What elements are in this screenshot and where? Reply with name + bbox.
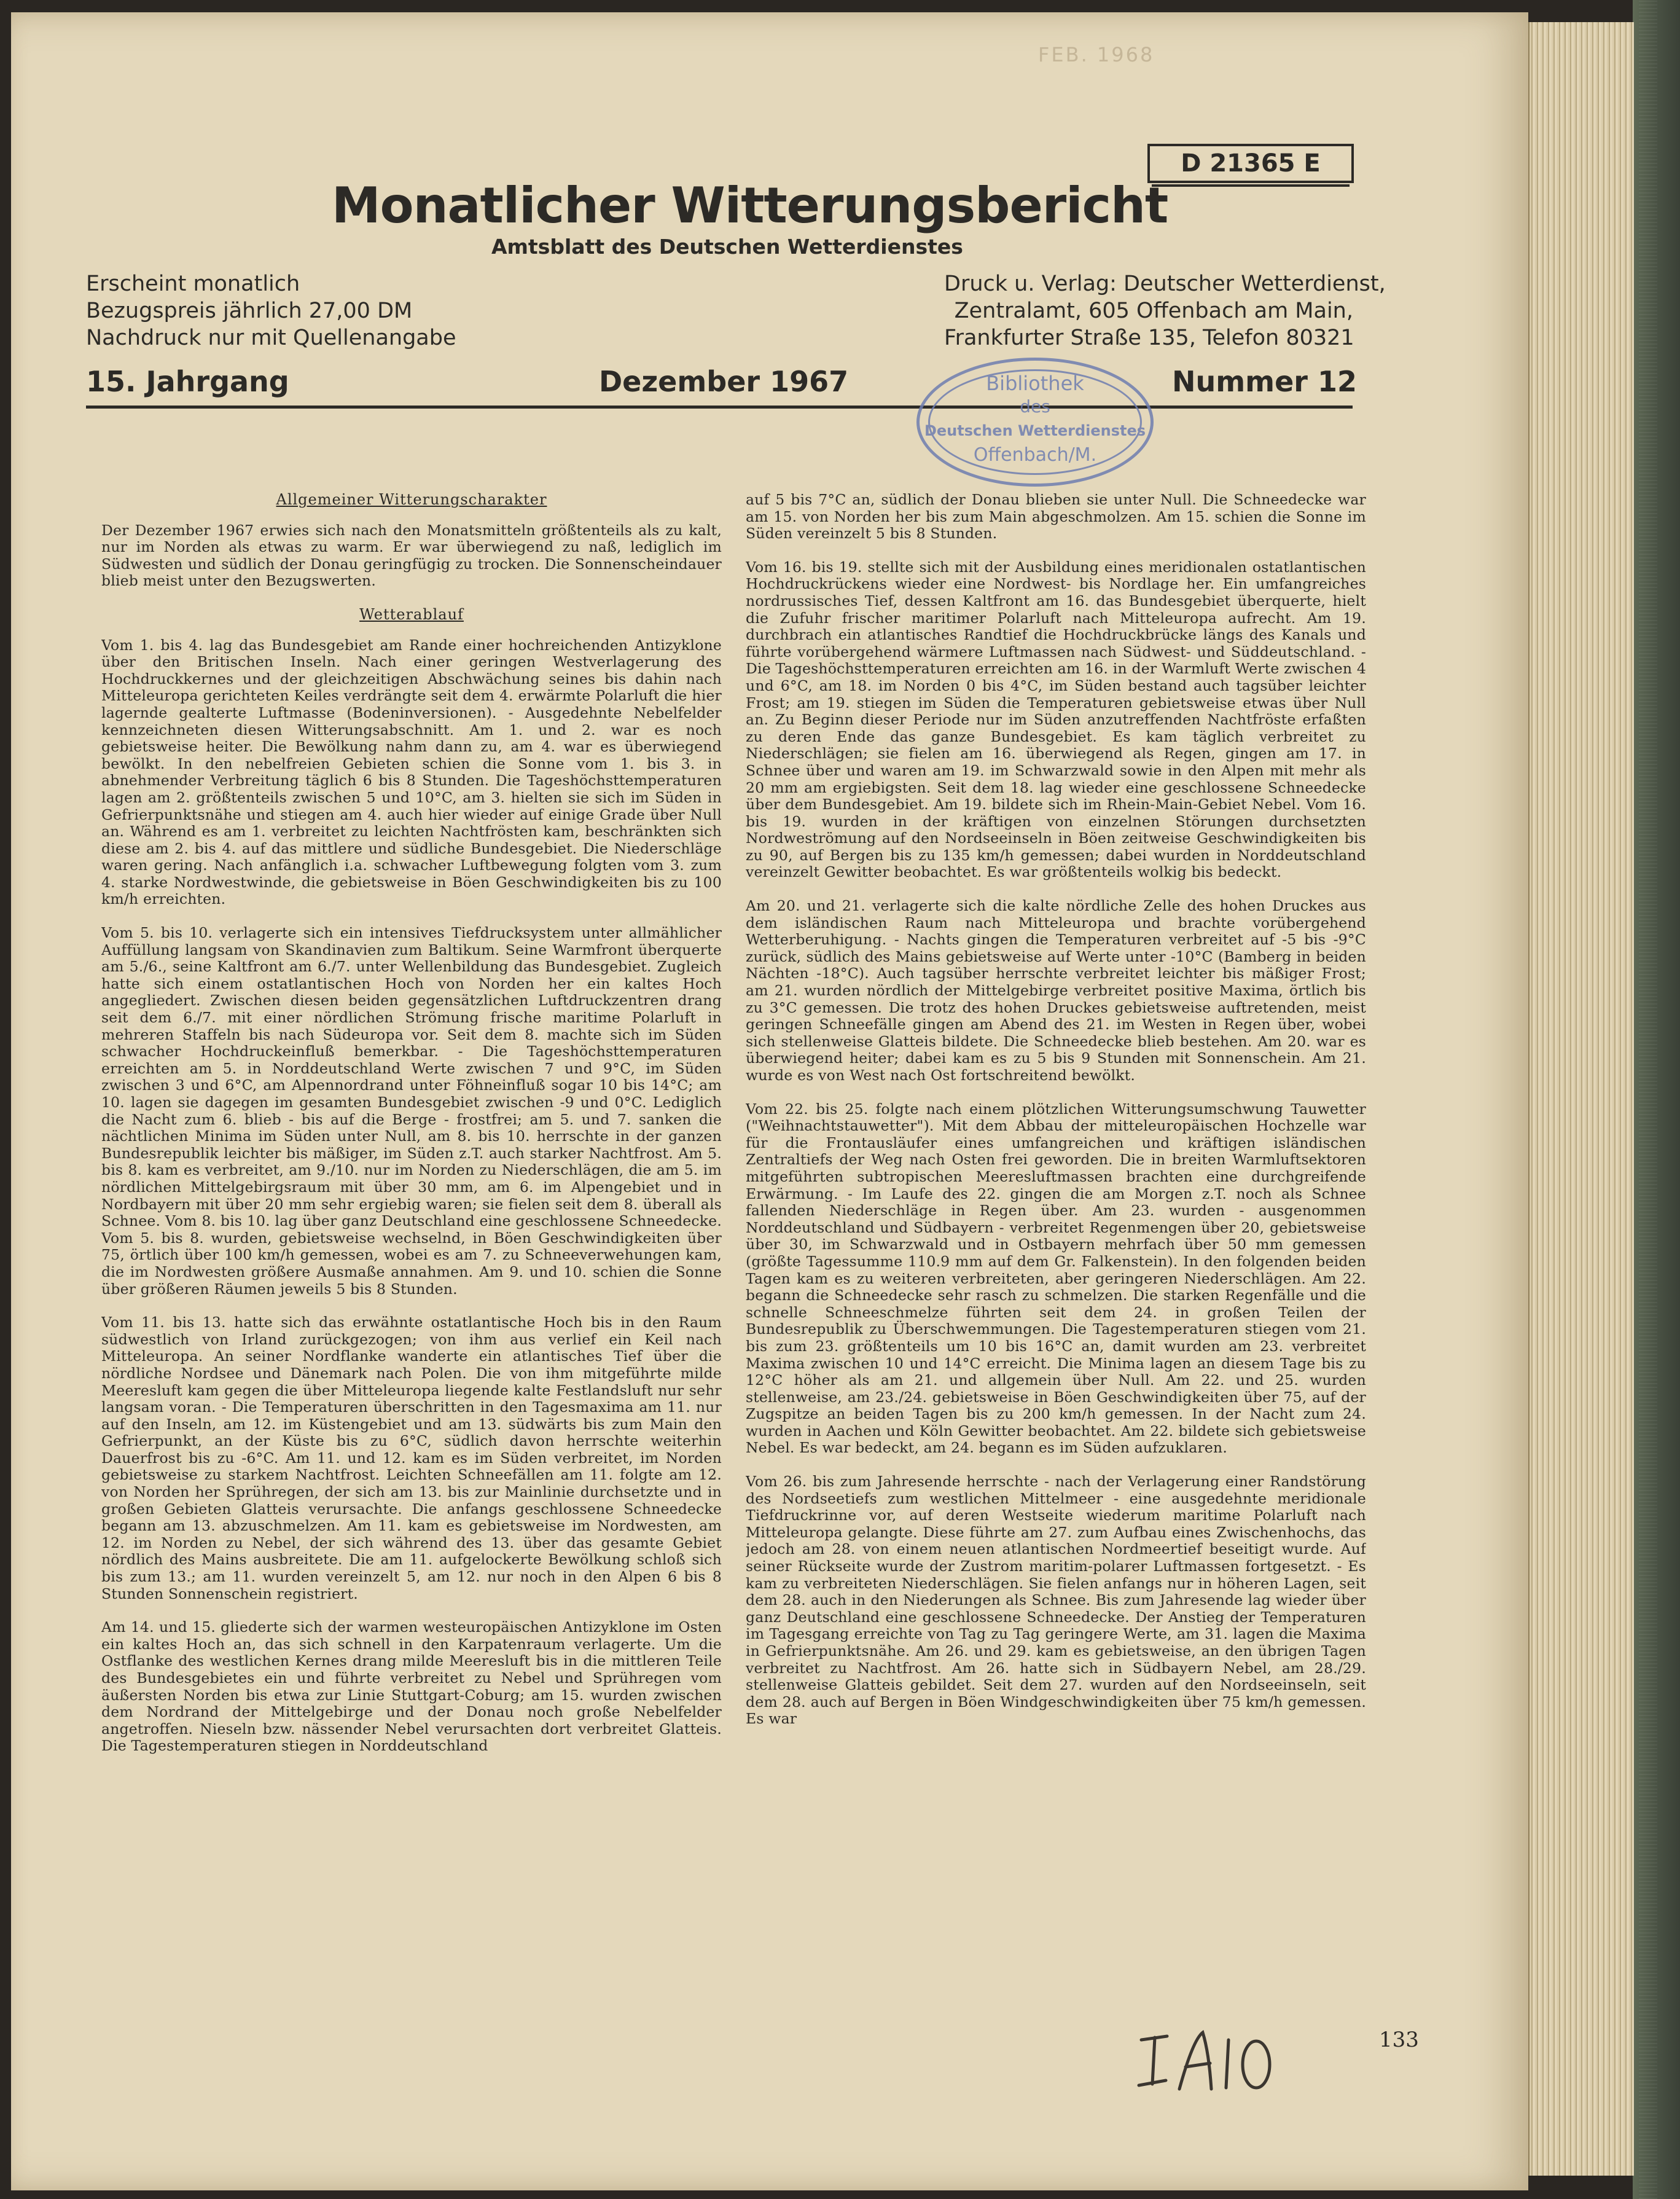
text-column-left — [101, 492, 722, 2138]
library-stamp — [916, 358, 1154, 487]
header-rule — [86, 406, 1353, 409]
stamp-line: Bibliothek — [986, 372, 1084, 395]
paragraph: Vom 22. bis 25. folgte nach einem plötzlichen Witterungsumschwung Tauwetter ("Weihnachtstauwetter"). Mit dem Abbau der mitteleuropäischen Hochzelle war für die Frontausläufer eines umfangreichen und kräftigen isländischen Zentraltiefs der Weg nach Osten frei geworden. Die in breiten Warmluftsektoren mitgeführten subtropischen Meeresluftmassen brachten eine durchgreifende Erwärmung. - Im Laufe des 22. gingen die am Morgen z.T. noch als Schnee fallenden Niederschläge in Regen über. Am 23. wurden - ausgenommen Norddeutschland und Südbayern - verbreitet Regenmengen über 20, gebietsweise über 30, im Schwarzwald und in Ostbayern mehrfach über 50 mm gemessen (größte Tagessumme 110.9 mm auf dem Gr. Falkenstein). In den folgenden beiden Tagen kam es zu weiteren verbreiteten, aber geringeren Niederschlägen. Am 22. begann die Schneedecke sehr rasch zu schmelzen. Die starken Regenfälle und die schnelle Schneeschmelze führten seit dem 24. in großen Teilen der Bundesrepublik zu Überschwemmungen. Die Tagestemperaturen stiegen vom 21. bis zum 23. größtenteils um 10 bis 16°C an, damit wurden am 23. verbreitet Maxima zwischen 10 und 14°C erreicht. Die Minima lagen an diesem Tage bis zu 12°C höher als am 21. und allgemein über Null. Am 22. und 25. wurden stellenweise, am 23./24. gebietsweise in Böen Geschwindigkeiten über 75, auf der Zugspitze an beiden Tagen bis zu 200 km/h gemessen. In der Nacht zum 24. wurden in Aachen und Köln Gewitter beobachtet. Am 22. bildete sich gebietsweise Nebel. Es war bedeckt, am 24. begann es im Süden aufzuklaren. — [746, 1100, 1366, 1457]
stamp-line: Offenbach/M. — [973, 444, 1097, 466]
paragraph: Am 20. und 21. verlagerte sich die kalte nördliche Zelle des hohen Druckes aus dem isländischen Raum nach Mitteleuropa und brachte vorübergehend Wetterberuhigung. - Nachts gingen die Temperaturen verbreitet auf -5 bis -9°C zurück, südlich des Mains gebietsweise auf Werte unter -10°C (Bamberg in beiden Nächten -18°C). Auch tagsüber herrschte verbreitet leichter bis mäßiger Frost; am 21. wurden nördlich der Mittelgebirge verbreitet positive Maxima, örtlich bis zu 3°C gemessen. Die trotz des hohen Druckes gebietsweise auftretenden, meist geringen Schneefälle gingen am Abend des 21. im Westen in Regen über, wobei sich stellenweise Glatteis bildete. Die Schneedecke blieb bestehen. Am 20. war es überwiegend heiter; dabei kam es zu 5 bis 9 Stunden mit Sonnenschein. Am 21. wurde es von West nach Ost fortschreitend bewölkt. — [746, 897, 1366, 1084]
page-stack-edge — [1528, 22, 1634, 2176]
faint-date-stamp: FEB. 1968 — [1038, 43, 1155, 66]
stamp-line: des — [1020, 396, 1050, 417]
info-line: Nachdruck nur mit Quellenangabe — [86, 326, 456, 350]
paragraph: auf 5 bis 7°C an, südlich der Donau blieben sie unter Null. Die Schneedecke war am 15. von Norden her bis zum Main abgeschmolzen. Am 15. schien die Sonne im Süden vereinzelt 5 bis 8 Stunden. — [746, 492, 1366, 543]
paragraph: Vom 5. bis 10. verlagerte sich ein intensives Tiefdrucksystem unter allmählicher Auffüllung langsam von Skandinavien zum Baltikum. Seine Warmfront überquerte am 5./6., seine Kaltfront am 6./7. unter Wellenbildung das Bundesgebiet. Zugleich hatte sich einem ostatlantischen Hoch von Norden her ein kaltes Hoch angegliedert. Zwischen diesen beiden gegensätzlichen Luftdruckzentren drang seit dem 6./7. mit einer nördlichen Strömung frische maritime Polarluft in mehreren Staffeln bis nach Südeuropa vor. Seit dem 8. machte sich im Süden schwacher Hochdruckeinfluß bemerkbar. - Die Tageshöchsttemperaturen erreichten am 5. in Norddeutschland Werte zwischen 7 und 9°C, im Süden zwischen 3 und 6°C, am Alpennordrand unter Föhneinfluß sogar 10 bis 14°C; am 10. lagen sie dagegen im gesamten Bundesgebiet zwischen -9 und 0°C. Lediglich die Nacht zum 6. blieb - bis auf die Berge - frostfrei; am 5. und 7. sanken die nächtlichen Minima im Süden unter Null, am 8. bis 10. herrschte in der ganzen Bundesrepublik leichter bis mäßiger, im Süden z.T. auch starker Nachtfrost. Am 5. bis 8. kam es verbreitet, am 9./10. nur im Norden zu Niederschlägen, die am 5. im nördlichen Mittelgebirgsraum mit über 30 mm, am 6. im Alpengebiet und in Nordbayern mit über 20 mm sehr ergiebig waren; sie fielen seit dem 8. überall als Schnee. Vom 8. bis 10. lag über ganz Deutschland eine geschlossene Schneedecke. Vom 5. bis 8. wurden, gebietsweise wechselnd, in Böen Geschwindigkeiten über 75, örtlich über 100 km/h gemessen, wobei es am 7. zu Schneeverwehungen kam, die im Nordwesten größere Ausmaße annahmen. Am 9. und 10. schien die Sonne über größeren Räumen jeweils 5 bis 8 Stunden. — [101, 924, 722, 1298]
paragraph: Vom 11. bis 13. hatte sich das erwähnte ostatlantische Hoch bis in den Raum südwestlich von Irland zurückgezogen; von ihm aus verlief ein Keil nach Mitteleuropa. An seiner Nordflanke wanderte ein atlantisches Tief über die nördliche Nordsee und Dänemark nach Polen. Die von ihm mitgeführte milde Meeresluft kam gegen die über Mitteleuropa liegende kalte Festlandsluft nur sehr langsam voran. - Die Temperaturen überschritten in den Tagesmaxima am 11. nur auf den Inseln, am 12. im Küstengebiet und am 13. südwärts bis zum Main den Gefrierpunkt, an der Küste bis zu 6°C, südlich davon herrschte weiterhin Dauerfrost bis zu -6°C. Am 11. und 12. kam es im Süden verbreitet, im Norden gebietsweise zu starkem Nachtfrost. Leichten Schneefällen am 11. folgte am 12. von Norden her Sprühregen, der sich am 13. bis zur Mainlinie durchsetzte und in großen Gebieten Glatteis verursachte. Die anfangs geschlossene Schneedecke begann am 13. abzuschmelzen. Am 11. kam es gebietsweise im Nordwesten, am 12. im Norden zu Nebel, der sich während des 13. über das gesamte Gebiet nördlich des Mains ausbreitete. Die am 11. aufgelockerte Bewölkung schloß sich bis zum 13.; am 11. wurden vereinzelt 5, am 12. nur noch in den Alpen 6 bis 8 Stunden Sonnenschein registriert. — [101, 1314, 722, 1602]
info-line: Bezugspreis jährlich 27,00 DM — [86, 299, 413, 323]
stamp-line: Deutschen Wetterdienstes — [924, 422, 1146, 439]
info-line: Frankfurter Straße 135, Telefon 80321 — [944, 326, 1354, 350]
info-line: Druck u. Verlag: Deutscher Wetterdienst, — [944, 272, 1386, 296]
volume-label: 15. Jahrgang — [86, 365, 289, 398]
page-number: 133 — [1379, 2028, 1419, 2052]
publisher-info — [944, 270, 1386, 351]
handwritten-shelfmark — [1130, 2015, 1278, 2101]
info-line: Erscheint monatlich — [86, 272, 300, 296]
code-box-shadow-line — [1152, 184, 1350, 187]
section-heading: Allgemeiner Witterungscharakter — [276, 492, 547, 508]
info-line: Zentralamt, 605 Offenbach am Main, — [954, 299, 1353, 323]
document-code-box: D 21365 E — [1147, 144, 1354, 183]
book-spine — [1633, 0, 1680, 2199]
journal-subtitle: Amtsblatt des Deutschen Wetterdienstes — [491, 235, 963, 259]
paragraph: Vom 16. bis 19. stellte sich mit der Ausbildung eines meridionalen ostatlantischen Hochdruckrückens wieder eine Nordwest- bis Nordlage her. Ein umfangreiches nordrussisches Tief, dessen Kaltfront am 16. das Bundesgebiet überquerte, hielt die Zufuhr frischer maritimer Polarluft nach Mitteleuropa aufrecht. Am 19. durchbrach ein atlantisches Randtief die Hochdruckbrücke längs des Kanals und führte vorübergehend wärmere Luftmassen nach Südwest- und Süddeutschland. - Die Tageshöchsttemperaturen erreichten am 16. in der Warmluft Werte zwischen 4 und 6°C, am 18. im Norden 0 bis 4°C, im Süden bestand auch tagsüber leichter Frost; am 19. stiegen im Süden die Temperaturen gebietsweise etwas über Null an. Zu Beginn dieser Periode nur im Süden anzutreffenden Nachtfröste erfaßten zu deren Ende das ganze Bundesgebiet. Es kam täglich verbreitet zu Niederschlägen; sie fielen am 16. überwiegend als Regen, gingen am 17. in Schnee über und waren am 19. im Schwarzwald sowie in den Alpen mit mehr als 20 mm am ergiebigsten. Seit dem 18. lag wieder eine geschlossene Schneedecke über dem Bundesgebiet. Am 19. bildete sich im Rhein-Main-Gebiet Nebel. Vom 16. bis 19. wurden in der kräftigen von einzelnen Störungen durchsetzten Nordweströmung auf den Nordseeinseln in Böen zeitweise Geschwindigkeiten bis zu 90, auf Bergen bis zu 135 km/h gemessen; dabei wurden in Norddeutschland vereinzelt Gewitter beobachtet. Es war größtenteils wolkig bis bedeckt. — [746, 558, 1366, 881]
paragraph: Vom 1. bis 4. lag das Bundesgebiet am Rande einer hochreichenden Antizyklone über den Britischen Inseln. Nach einer geringen Westverlagerung des Hochdruckkernes und der gleichzeitigen Abschwächung seines bis dahin nach Mitteleuropa gerichteten Keiles verdrängte seit dem 4. erwärmte Polarluft die hier lagernde gealterte Luftmasse (Bodeninversionen). - Ausgedehnte Nebelfelder kennzeichneten diesen Witterungsabschnitt. Am 1. und 2. war es noch gebietsweise heiter. Die Bewölkung nahm dann zu, am 4. war es überwiegend bewölkt. In den nebelfreien Gebieten schien die Sonne vom 1. bis 3. in abnehmender Verbreitung täglich 6 bis 8 Stunden. Die Tageshöchsttemperaturen lagen am 2. größtenteils zwischen 5 und 10°C, am 3. hielten sie sich im Süden in Gefrierpunktsnähe und stiegen am 4. auch hier wieder auf einige Grade über Null an. Während es am 1. verbreitet zu leichten Nachtfrösten kam, beschränkten sich diese am 2. bis 4. auf das mittlere und südliche Bundesgebiet. Die Niederschläge waren gering. Nach anfänglich i.a. schwacher Luftbewegung folgten vom 3. zum 4. starke Nordwestwinde, die gebietsweise in Böen Geschwindigkeiten bis zu 100 km/h erreichten. — [101, 636, 722, 908]
paragraph: Der Dezember 1967 erwies sich nach den Monatsmitteln größtenteils als zu kalt, nur im Norden als etwas zu warm. Er war überwiegend zu naß, lediglich im Südwesten und südlich der Donau geringfügig zu trocken. Die Sonnenscheindauer blieb meist unter den Bezugswerten. — [101, 521, 722, 590]
journal-title: Monatlicher Witterungsbericht — [332, 177, 1168, 234]
issue-number: Nummer 12 — [1172, 365, 1358, 398]
issue-date: Dezember 1967 — [599, 365, 849, 398]
text-column-right — [746, 492, 1366, 2138]
paragraph: Am 14. und 15. gliederte sich der warmen westeuropäischen Antizyklone im Osten ein kaltes Hoch an, das sich schnell in den Karpatenraum verlagerte. Um die Ostflanke des westlichen Kernes drang milde Meeresluft bis in die mittleren Teile des Bundesgebietes ein und führte verbreitet zu Nebel und Sprühregen vom äußersten Norden bis etwa zur Linie Stuttgart-Coburg; am 15. wurden zwischen dem Nordrand der Mittelgebirge und der Donau noch große Nebelfelder angetroffen. Nieseln bzw. nässender Nebel verursachten dort verbreitet Glatteis. Die Tagestemperaturen stiegen in Norddeutschland — [101, 1618, 722, 1755]
paragraph: Vom 26. bis zum Jahresende herrschte - nach der Verlagerung einer Randstörung des Nordseetiefs zum westlichen Mittelmeer - eine ausgedehnte meridionale Tiefdruckrinne vor, auf deren Westseite wiederum maritime Polarluft nach Mitteleuropa gelangte. Diese führte am 27. zum Aufbau eines Zwischenhochs, das jedoch am 28. von einem neuen atlantischen Nordmeertief beseitigt wurde. Auf seiner Rückseite wurde der Zustrom maritim-polarer Luftmassen fortgesetzt. - Es kam zu verbreiteten Niederschlägen. Sie fielen anfangs nur in höheren Lagen, seit dem 28. auch in den Niederungen als Schnee. Bis zum Jahresende lag wieder über ganz Deutschland eine geschlossene Schneedecke. Der Anstieg der Temperaturen im Tagesgang erreichte von Tag zu Tag geringere Werte, am 31. lagen die Maxima in Gefrierpunktsnähe. Am 26. und 29. kam es gebietsweise, an den übrigen Tagen verbreitet zu Nachtfrost. Am 26. hatte sich in Südbayern Nebel, am 28./29. stellenweise Glatteis gebildet. Seit dem 27. wurden auf den Nordseeinseln, seit dem 28. auch auf Bergen in Böen Windgeschwindigkeiten über 75 km/h gemessen. Es war — [746, 1473, 1366, 1728]
publication-info — [86, 270, 456, 351]
section-heading: Wetterablauf — [359, 605, 464, 623]
